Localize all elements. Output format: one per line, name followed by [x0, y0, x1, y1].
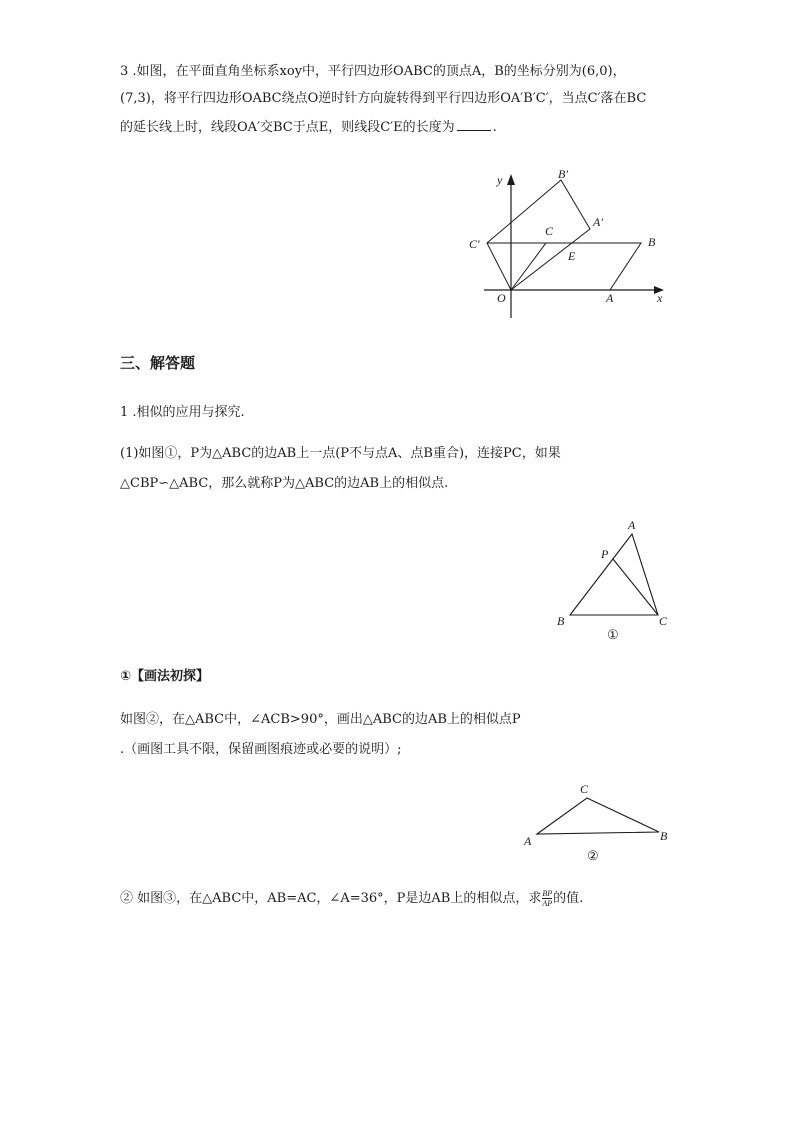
y-axis-arrow-icon — [507, 174, 515, 185]
fig1-caption: ① — [607, 627, 619, 642]
sub2-line — [120, 889, 583, 909]
fig2-caption: ② — [587, 848, 599, 863]
parallelogram-OA1B1C1 — [487, 180, 590, 290]
fig2-label-B: B — [660, 829, 668, 843]
label-A1: A′ — [593, 215, 603, 229]
fig1-label-P: P — [601, 547, 609, 561]
sub1-line-1: 如图②，在△ABC中，∠ACB>90°，画出△ABC的边AB上的相似点P — [120, 712, 521, 727]
sub2-text: ② 如图③，在△ABC中，AB=AC，∠A=36°，P是边AB上的相似点，求 — [120, 891, 542, 906]
label-A: A — [606, 291, 614, 305]
label-C: C — [545, 224, 554, 238]
label-x: x — [657, 291, 663, 305]
q3-line-3-end: . — [492, 120, 497, 135]
triangle-ABC-fig2 — [537, 798, 659, 834]
sub1-line-2: .（画图工具不限，保留画图痕迹或必要的说明）; — [120, 742, 402, 757]
answer-blank[interactable] — [457, 118, 491, 131]
sub1-title: ①【画法初探】 — [120, 669, 210, 684]
p1-intro: 1 .相似的应用与探究. — [120, 405, 245, 420]
fraction-numerator: BP — [542, 889, 553, 898]
label-y: y — [497, 173, 503, 187]
figure-2 — [515, 778, 680, 868]
p1-part1-line-1: (1)如图①，P为△ABC的边AB上一点(P不与点A、点B重合)，连接PC，如果 — [120, 446, 561, 461]
section-title: 三、解答题 — [120, 354, 196, 372]
fraction-denominator: AP — [542, 899, 553, 908]
fraction-BP-over-AP — [542, 889, 552, 908]
figure-1 — [550, 512, 680, 647]
fig1-label-C: C — [659, 614, 668, 628]
label-O: O — [497, 291, 506, 305]
p1-part1-line-2: △CBP∽△ABC，那么就称P为△ABC的边AB上的相似点. — [120, 476, 449, 491]
fig1-label-A: A — [628, 518, 636, 532]
fig1-label-B: B — [557, 614, 565, 628]
label-B1: B′ — [558, 167, 568, 181]
q3-line-3 — [120, 118, 497, 138]
label-B: B — [648, 235, 656, 249]
q3-line-2: (7,3)，将平行四边形OABC绕点O逆时针方向旋转得到平行四边形OA′B′C′，当点C′落在BC — [120, 91, 647, 106]
triangle-ABC-fig1 — [570, 534, 658, 615]
q3-coordinate-figure — [460, 160, 680, 325]
fig2-label-C: C — [580, 782, 589, 796]
fig2-label-A: A — [524, 834, 532, 848]
sub2-end: 的值. — [553, 891, 584, 906]
label-E: E — [568, 249, 576, 263]
q3-line-1: 3 .如图，在平面直角坐标系xoy中，平行四边形OABC的顶点A，B的坐标分别为(6,0)， — [120, 64, 626, 79]
parallelogram-OABC — [511, 243, 641, 290]
segment-PC — [613, 559, 658, 615]
label-C1: C′ — [469, 237, 480, 251]
q3-line-3-text: 的延长线上时，线段OA′交BC于点E，则线段C′E的长度为 — [120, 120, 455, 135]
